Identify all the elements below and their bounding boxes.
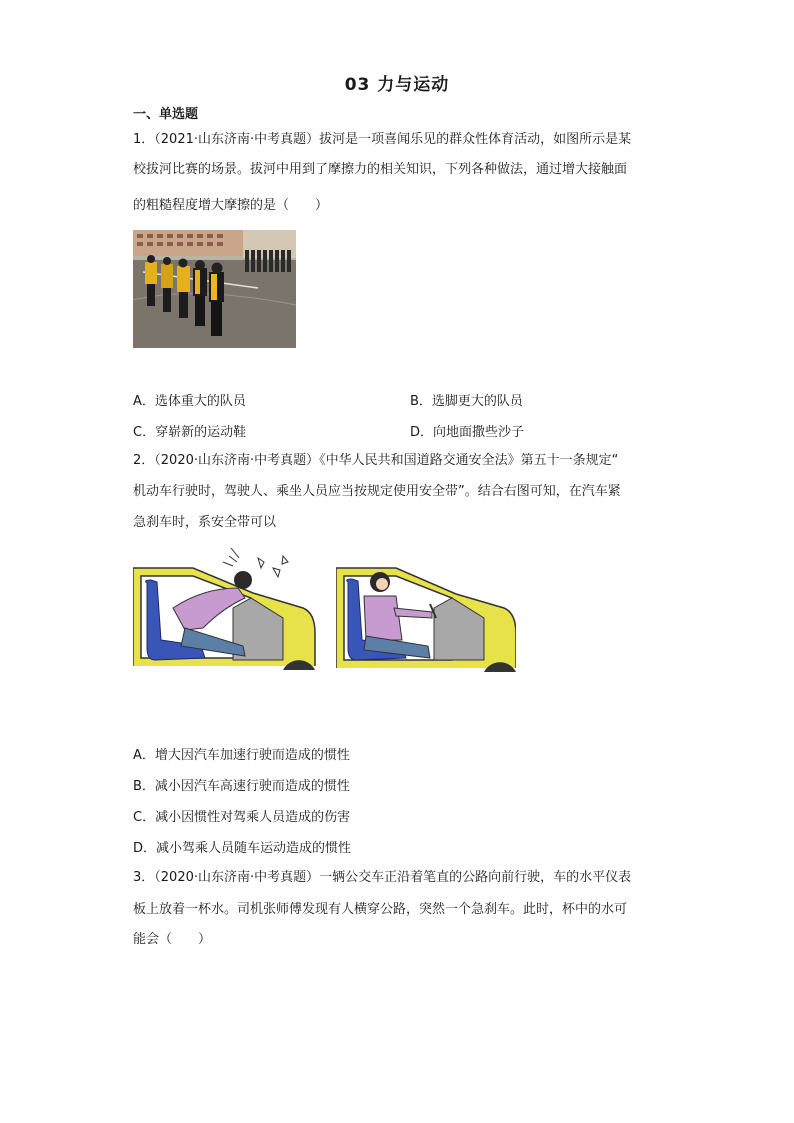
q3-line-2: 板上放着一杯水。司机张师傅发现有人横穿公路，突然一个急刹车。此时，杯中的水可 bbox=[133, 902, 628, 917]
q1-line-1: 1．（2021·山东济南·中考真题）拔河是一项喜闻乐见的群众性体育活动，如图所示是某 bbox=[133, 132, 632, 147]
car-with-seatbelt-illustration bbox=[336, 552, 516, 688]
tug-of-war-photo bbox=[133, 230, 296, 348]
q1-line-3: 的粗糙程度增大摩擦的是（ ） bbox=[133, 198, 329, 213]
q3-line-1: 3．（2020·山东济南·中考真题）一辆公交车正沿着笔直的公路向前行驶，车的水平仪表 bbox=[133, 870, 632, 885]
q1-option-c[interactable]: C．穿崭新的运动鞋 bbox=[133, 425, 247, 440]
q3-line-3: 能会（ ） bbox=[133, 932, 212, 947]
q1-option-a[interactable]: A．选体重大的队员 bbox=[133, 394, 246, 409]
q2-line-2: 机动车行驶时，驾驶人、乘坐人员应当按规定使用安全带”。结合右图可知，在汽车紧 bbox=[133, 484, 621, 499]
q2-line-1: 2．（2020·山东济南·中考真题）《中华人民共和国道路交通安全法》第五十一条规定“ bbox=[133, 453, 619, 468]
q1-line-2: 校拔河比赛的场景。拔河中用到了摩擦力的相关知识，下列各种做法，通过增大接触面 bbox=[133, 162, 628, 177]
q2-option-a[interactable]: A．增大因汽车加速行驶而造成的惯性 bbox=[133, 748, 350, 763]
q1-option-d[interactable]: D．向地面撒些沙子 bbox=[410, 425, 525, 440]
q2-option-c[interactable]: C．减小因惯性对驾乘人员造成的伤害 bbox=[133, 810, 351, 825]
q2-option-d[interactable]: D．减小驾乘人员随车运动造成的惯性 bbox=[133, 841, 352, 856]
section-heading: 一、单选题 bbox=[133, 107, 199, 122]
car-crash-no-seatbelt-illustration bbox=[133, 548, 316, 688]
q2-line-3: 急刹车时，系安全带可以 bbox=[133, 515, 277, 530]
page-title: 03 力与运动 bbox=[344, 75, 450, 95]
q2-option-b[interactable]: B．减小因汽车高速行驶而造成的惯性 bbox=[133, 779, 350, 794]
q1-option-b[interactable]: B．选脚更大的队员 bbox=[410, 394, 523, 409]
